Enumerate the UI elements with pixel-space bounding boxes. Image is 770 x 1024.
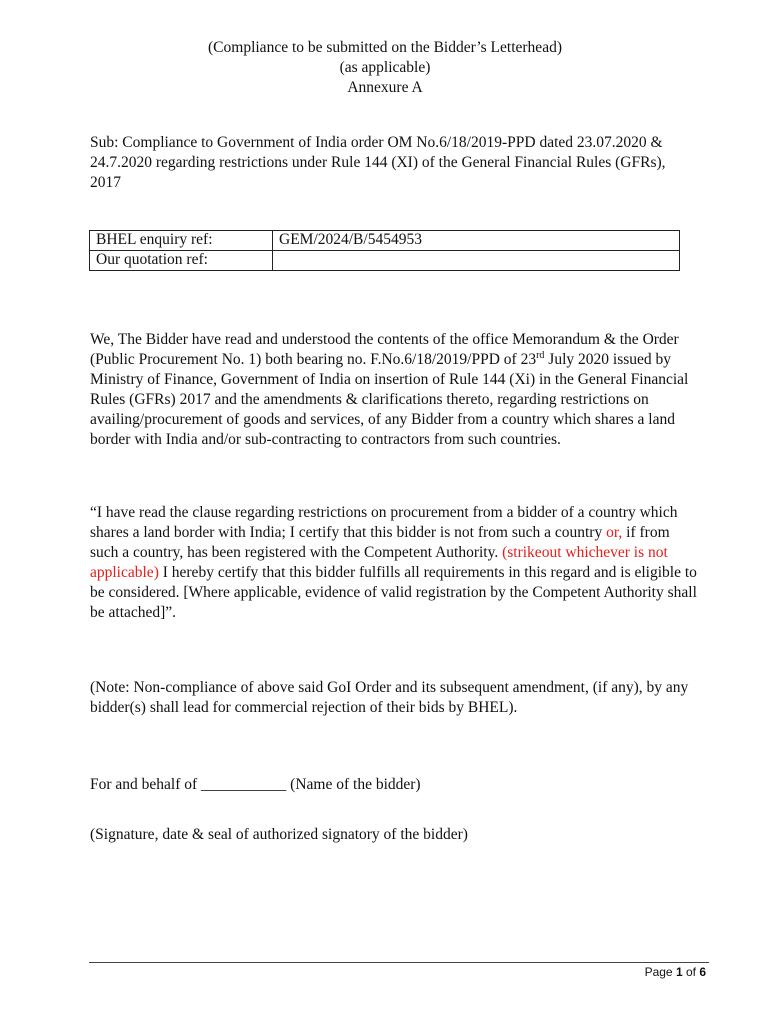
signature-line: (Signature, date & seal of authorized signatory of the bidder)	[90, 826, 468, 843]
page-footer	[645, 965, 706, 979]
quotation-ref-label: Our quotation ref:	[90, 251, 273, 271]
document-header	[0, 38, 770, 98]
header-line-applicable: (as applicable)	[339, 59, 431, 76]
certification-text-b: if from such a country, has been registered with the Competent Authority.	[90, 524, 670, 561]
footer-divider	[89, 962, 709, 963]
page-of-label: of	[682, 965, 700, 979]
table-row	[90, 231, 680, 251]
certification-text-a: “I have read the clause regarding restrictions on procurement from a bidder of a country which shares a land border with India; I certify that this bidder is not from such a country	[90, 504, 678, 541]
note-paragraph: (Note: Non-compliance of above said GoI Order and its subsequent amendment, (if any), by any bidder(s) shall lead for commercial rejection of their bids by BHEL).	[90, 679, 689, 716]
certification-paragraph	[90, 503, 700, 623]
page-label: Page	[644, 965, 676, 979]
enquiry-ref-value: GEM/2024/B/5454953	[273, 231, 680, 251]
header-line-letterhead: (Compliance to be submitted on the Bidder’s Letterhead)	[208, 39, 562, 56]
declaration-superscript: rd	[536, 349, 545, 361]
header-line-annexure: Annexure A	[347, 79, 423, 96]
certification-red-strikeout: (strikeout whichever is not applicable)	[90, 544, 668, 581]
behalf-line: For and behalf of ___________ (Name of the bidder)	[90, 776, 421, 793]
declaration-text-a: We, The Bidder have read and understood the contents of the office Memorandum & the Order (Public Procurement No. 1) both bearing no. F.No.6/18/2019/PPD of 23	[90, 331, 679, 368]
subject-paragraph: Sub: Compliance to Government of India order OM No.6/18/2019-PPD dated 23.07.2020 & 24.7.2020 regarding restrictions under Rule 144 (XI) of the General Financial Rules (GFRs), 2017	[90, 134, 666, 191]
reference-table	[89, 230, 680, 271]
quotation-ref-value	[273, 251, 680, 271]
table-row	[90, 251, 680, 271]
certification-text-c: I hereby certify that this bidder fulfills all requirements in this regard and is eligible to be considered. [Where applicable, evidence of valid registration by the Competent Authority shall be attached]”.	[90, 564, 697, 621]
declaration-text-b: July 2020 issued by Ministry of Finance, Government of India on insertion of Rule 144 (Xi) in the General Financial Rules (GFRs) 2017 and the amendments & clarifications thereto, regarding restrictions on availing/procurement of goods and services, of any Bidder from a country which shares a land border with India and/or sub-contracting to contractors from such countries.	[90, 351, 689, 448]
declaration-paragraph	[90, 330, 710, 450]
enquiry-ref-label: BHEL enquiry ref:	[90, 231, 273, 251]
page-total: 6	[699, 965, 706, 979]
certification-red-or: or,	[606, 524, 623, 541]
page-number: 1	[675, 965, 683, 979]
